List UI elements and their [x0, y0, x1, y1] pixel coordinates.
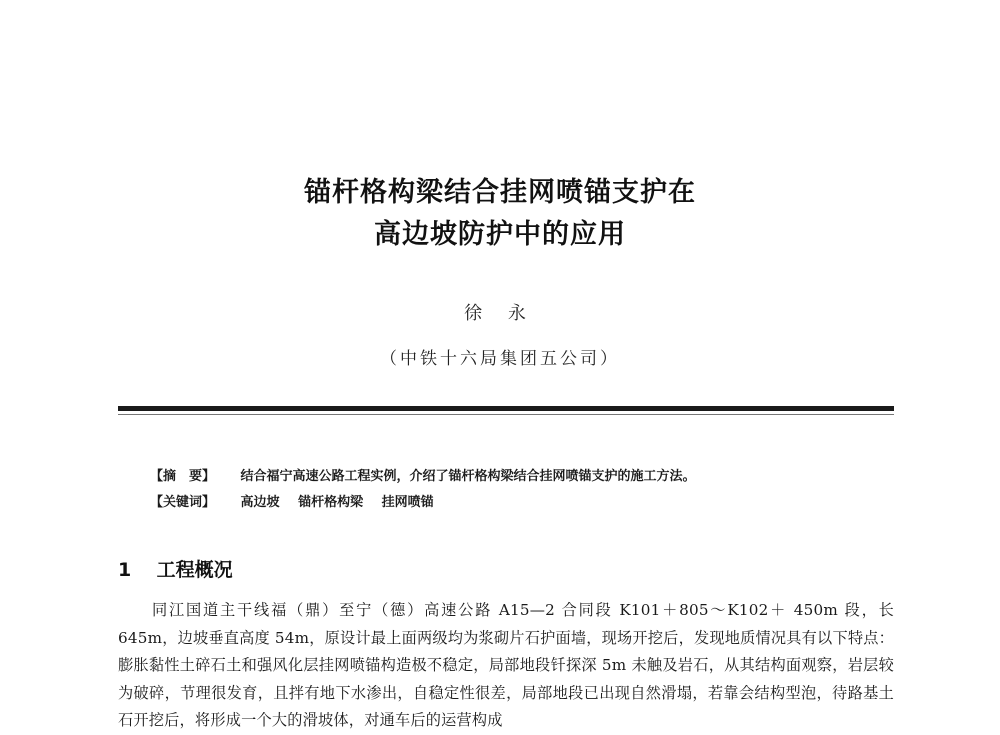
keyword-item: 高边坡	[240, 495, 280, 510]
paper-title-line-2: 高边坡防护中的应用	[374, 219, 626, 250]
keyword-item: 挂网喷锚	[381, 495, 434, 510]
body-paragraph: 同江国道主干线福（鼎）至宁（德）高速公路 A15—2 合同段 K101＋805～K102＋ 450m 段，长 645m，边坡垂直高度 54m，原设计最上面两级均为浆砌片石护面墙，现场开挖后，发现地质情况具有以下特点：膨胀黏性土碎石土和强风化层挂网喷锚构造极不稳定，局部地段钎探深 5m 未触及岩石，从其结构面观察，岩层较为破碎，节理很发育，且拌有地下水渗出，自稳定性很差，局部地段已出现自然滑塌，若靠会结构型泡，待路基土石开挖后，将形成一个大的滑坡体，对通车后的运营构成	[118, 601, 894, 729]
header-divider-thick	[118, 406, 894, 411]
author-name: 徐 永	[464, 303, 536, 324]
section-heading	[118, 555, 233, 582]
abstract-row	[150, 465, 696, 484]
abstract-label: 【摘 要】	[150, 469, 216, 484]
keywords-label: 【关键词】	[150, 495, 216, 510]
keyword-item: 锚杆格构梁	[298, 495, 364, 510]
abstract-text: 结合福宁高速公路工程实例，介绍了锚杆格构梁结合挂网喷锚支护的施工方法。	[240, 469, 696, 484]
body-text-region	[118, 597, 894, 729]
paper-title-line-1: 锚杆格构梁结合挂网喷锚支护在	[304, 177, 696, 208]
section-title: 工程概况	[156, 559, 233, 581]
author-affiliation: （中铁十六局集团五公司）	[380, 349, 620, 369]
header-divider-thin	[118, 414, 894, 415]
section-number: 1	[118, 559, 132, 581]
keywords-row	[150, 491, 448, 510]
